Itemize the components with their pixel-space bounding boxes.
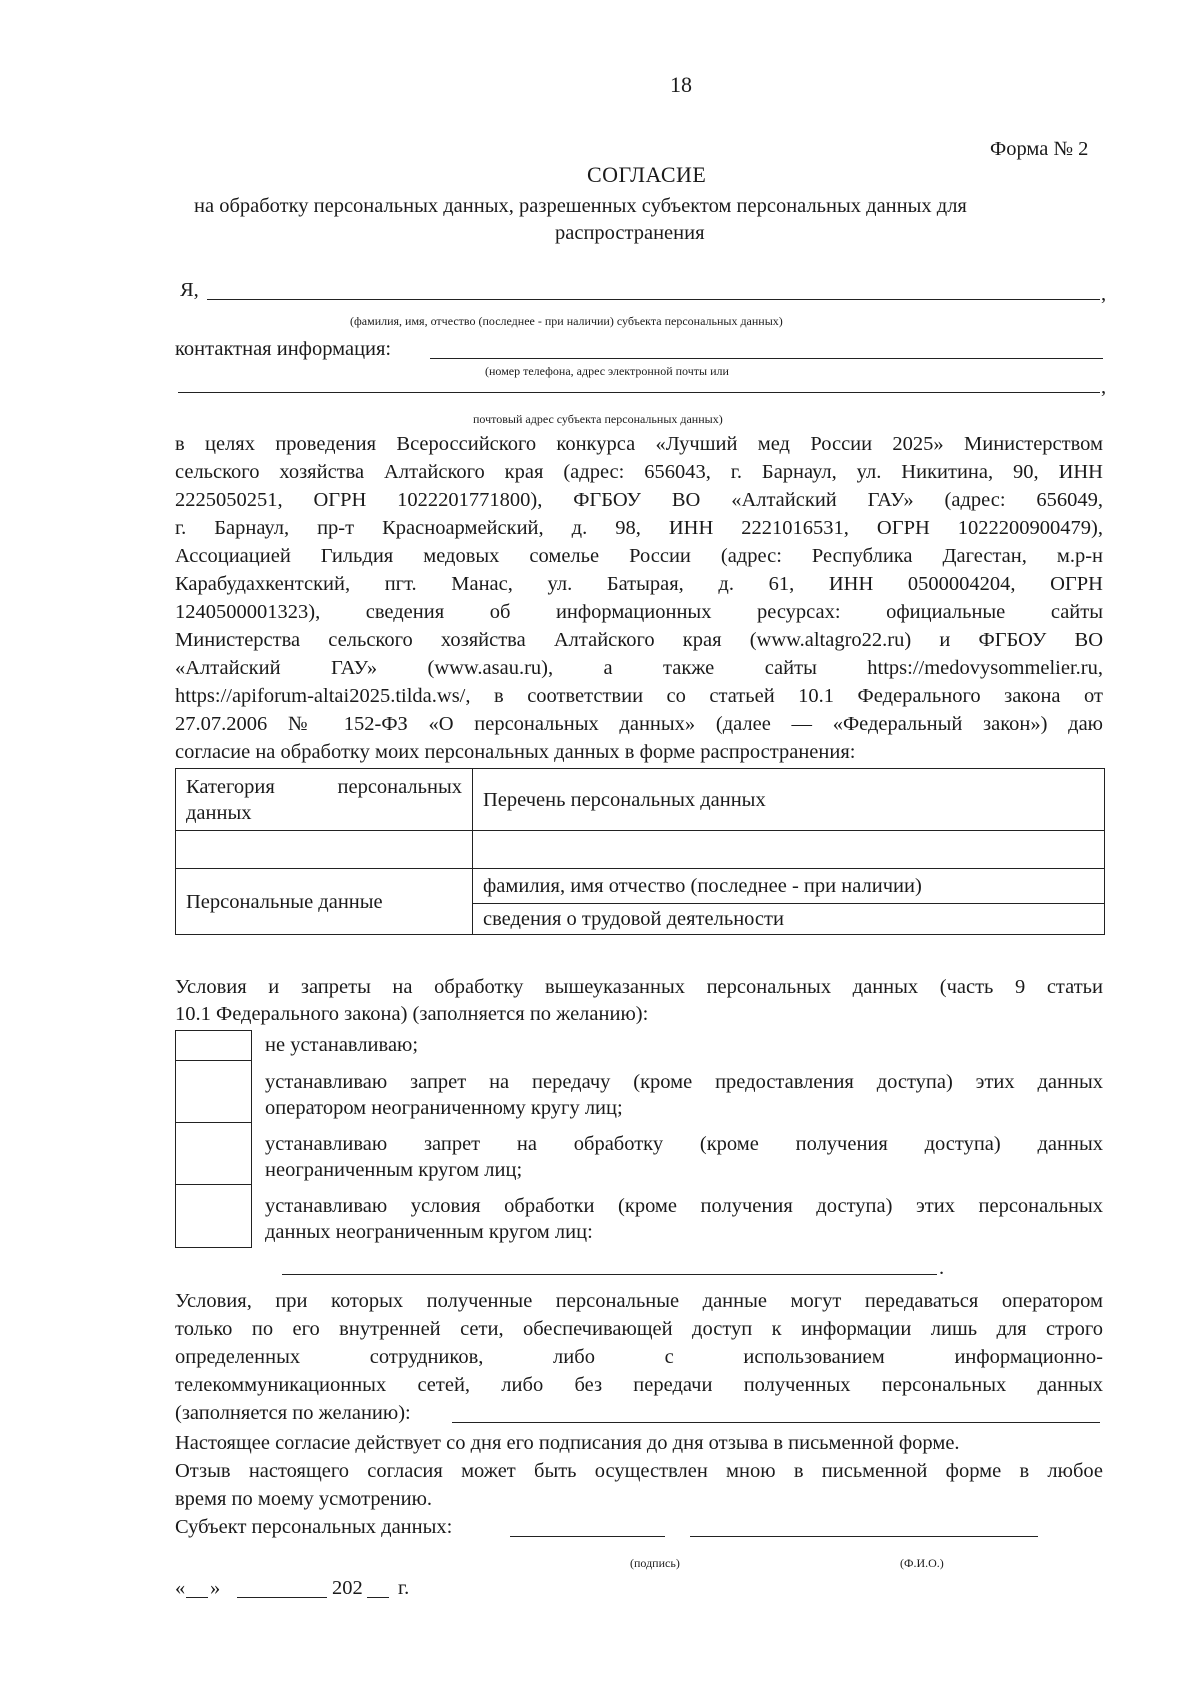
option-checkbox-3[interactable] [175, 1122, 252, 1185]
option-checkbox-1[interactable] [175, 1030, 252, 1061]
empty-category-cell[interactable] [176, 831, 473, 869]
body-line: Карабудахкентский, пгт. Манас, ул. Батырая, д. 61, ИНН 0500004204, ОГРН [175, 573, 1103, 595]
postal-caption: почтовый адрес субъекта персональных данных) [473, 412, 723, 426]
validity-text: Настоящее согласие действует со дня его подписания до дня отзыва в письменной форме. [175, 1432, 960, 1454]
option-text-3 [265, 1131, 1103, 1183]
option-line: данных неограниченным кругом лиц: [265, 1221, 593, 1243]
body-line: согласие на обработку моих персональных данных в форме распространения: [175, 741, 856, 763]
network-line: Условия, при которых полученные персональные данные могут передаваться оператором [175, 1290, 1103, 1312]
network-fill-field[interactable] [452, 1422, 1100, 1423]
category-cell: Персональные данные [176, 869, 473, 935]
body-line: сельского хозяйства Алтайского края (адрес: 656043, г. Барнаул, ул. Никитина, 90, ИНН [175, 461, 1103, 483]
body-line: в целях проведения Всероссийского конкурса «Лучший мед России 2025» Министерством [175, 433, 1103, 455]
table-empty-row [176, 831, 1105, 869]
body-line: г. Барнаул, пр-т Красноармейский, д. 98, ИНН 2221016531, ОГРН 1022200900479), [175, 517, 1103, 539]
header-category-line-1: Категория персональных [186, 775, 462, 798]
contact-label: контактная информация: [175, 338, 392, 360]
conditions-intro-line: Условия и запреты на обработку вышеуказанных персональных данных (часть 9 статьи [175, 976, 1103, 998]
item-cell: фамилия, имя отчество (последнее - при наличии) [473, 869, 1105, 904]
date-close-quote: » [210, 1577, 221, 1599]
body-line: «Алтайский ГАУ» (www.asau.ru), а также сайты https://medovysommelier.ru, [175, 657, 1103, 679]
signature-label: Субъект персональных данных: [175, 1516, 453, 1538]
conditions-trailing-dot: . [939, 1257, 945, 1279]
personal-data-table [175, 768, 1105, 935]
header-list-cell: Перечень персональных данных [473, 769, 1105, 831]
header-category-line-2: данных [186, 801, 252, 824]
network-line: только по его внутренней сети, обеспечивающей доступ к информации лишь для строго [175, 1318, 1103, 1340]
date-month-field[interactable] [237, 1597, 327, 1598]
contact-field[interactable] [430, 358, 1103, 359]
option-line: не устанавливаю; [265, 1034, 419, 1056]
body-line: Ассоциацией Гильдия медовых сомелье России (адрес: Республика Дагестан, м.р-н [175, 545, 1103, 567]
table-row [176, 869, 1105, 904]
option-line: оператором неограниченному кругу лиц; [265, 1097, 623, 1119]
option-line: неограниченным кругом лиц; [265, 1159, 523, 1181]
subject-name-caption: (фамилия, имя, отчество (последнее - при наличии) субъекта персональных данных) [350, 314, 783, 328]
option-checkbox-2[interactable] [175, 1060, 252, 1123]
revocation-line: время по моему усмотрению. [175, 1488, 433, 1510]
option-line: устанавливаю запрет на передачу (кроме предоставления доступа) этих данных [265, 1071, 1103, 1093]
option-line: устанавливаю запрет на обработку (кроме получения доступа) данных [265, 1133, 1103, 1155]
document-title: СОГЛАСИЕ [587, 162, 707, 187]
conditions-intro-line: 10.1 Федерального закона) (заполняется по желанию): [175, 1003, 649, 1025]
body-line: 1240500001323), сведения об информационных ресурсах: официальные сайты [175, 601, 1103, 623]
signature-caption: (подпись) [630, 1556, 680, 1570]
conditions-fill-field[interactable] [282, 1274, 937, 1275]
page-number: 18 [670, 72, 692, 97]
item-cell: сведения о трудовой деятельности [473, 904, 1105, 935]
full-name-field[interactable] [690, 1536, 1038, 1537]
contact-comma: , [1101, 376, 1107, 398]
subject-prefix: Я, [180, 279, 199, 301]
option-checkbox-4[interactable] [175, 1184, 252, 1248]
option-text-1 [265, 1032, 1103, 1058]
full-name-caption: (Ф.И.О.) [900, 1556, 944, 1570]
date-year-field[interactable] [367, 1597, 389, 1598]
body-line: 2225050251, ОГРН 1022201771800), ФГБОУ ВО «Алтайский ГАУ» (адрес: 656049, [175, 489, 1103, 511]
body-line: https://apiforum-altai2025.tilda.ws/, в соответствии со статьей 10.1 Федерального закона от [175, 685, 1103, 707]
network-line: (заполняется по желанию): [175, 1402, 411, 1424]
body-line: 27.07.2006 № 152-ФЗ «О персональных данных» (далее — «Федеральный закон») даю [175, 713, 1103, 735]
subject-name-comma: , [1101, 283, 1107, 305]
header-category-cell [176, 769, 473, 831]
body-line: Министерства сельского хозяйства Алтайского края (www.altagro22.ru) и ФГБОУ ВО [175, 629, 1103, 651]
date-day-field[interactable] [186, 1597, 208, 1598]
date-year-suffix: г. [398, 1577, 410, 1599]
contact-field-line-2[interactable] [178, 392, 1100, 393]
date-year-prefix: 202 [332, 1577, 363, 1599]
table-header-row [176, 769, 1105, 831]
date-open-quote: « [175, 1577, 186, 1599]
network-line: телекоммуникационных сетей, либо без передачи полученных персональных данных [175, 1374, 1103, 1396]
form-number: Форма № 2 [990, 138, 1089, 160]
empty-list-cell[interactable] [473, 831, 1105, 869]
signature-field[interactable] [510, 1536, 665, 1537]
document-subtitle-line-1: на обработку персональных данных, разрешенных субъектом персональных данных для [194, 195, 967, 217]
revocation-line: Отзыв настоящего согласия может быть осуществлен мною в письменной форме в любое [175, 1460, 1103, 1482]
option-text-4 [265, 1193, 1103, 1245]
option-text-2 [265, 1069, 1103, 1121]
document-subtitle-line-2: распространения [555, 222, 705, 244]
contact-caption: (номер телефона, адрес электронной почты или [485, 364, 729, 378]
subject-name-field[interactable] [207, 299, 1100, 300]
option-line: устанавливаю условия обработки (кроме получения доступа) этих персональных [265, 1195, 1103, 1217]
network-line: определенных сотрудников, либо с использованием информационно- [175, 1346, 1103, 1368]
